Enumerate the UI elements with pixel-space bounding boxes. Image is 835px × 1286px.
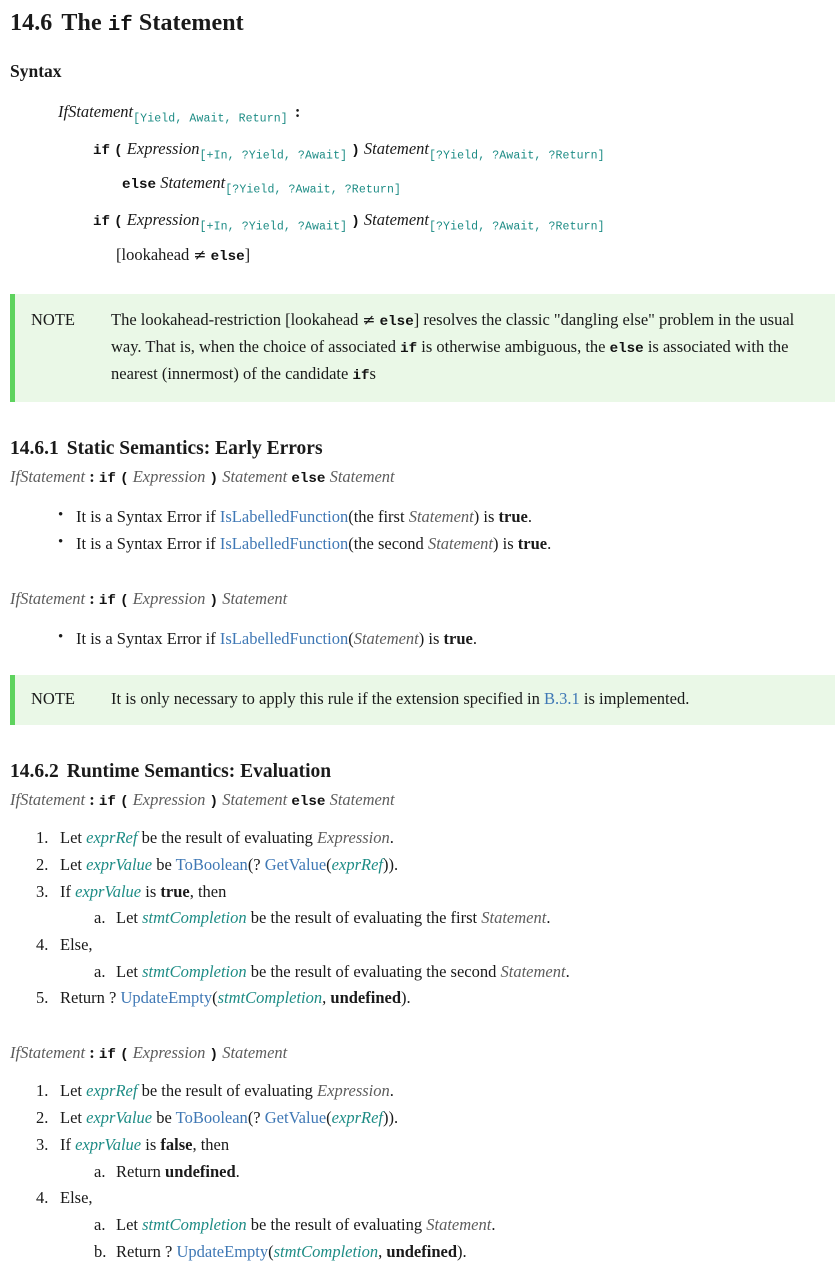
section-heading-14-6-2 [0,759,835,785]
production-colon: : [89,588,95,608]
production-rparen: ) [209,471,219,488]
nonterminal-ref: Expression [317,1081,390,1101]
step-paren-2: , [322,988,327,1008]
error-suffix: is [428,629,440,649]
step-marker: 5. [36,988,49,1008]
production-statement-1: Statement [222,789,288,809]
error-arg-open: ( [348,629,354,649]
nonterminal-ref: Statement [426,1215,492,1235]
note-line1-code: else [379,313,414,330]
algorithm-step [36,879,835,932]
substep-marker: a. [94,1161,106,1181]
step-text-1: Else, [60,1188,93,1208]
grammar-lhs [0,99,835,128]
error-period: . [547,534,552,554]
production-lhs: IfStatement [10,789,86,809]
list-item [58,626,835,653]
algorithm-substep [94,1159,835,1186]
variable-stmtcompletion: stmtCompletion [217,988,323,1008]
production-lparen: ( [120,1047,129,1064]
step-marker: 2. [36,854,49,874]
not-equal-icon-note: ≠ [362,310,376,329]
substep-text-3: . [491,1215,496,1235]
production-rparen: ) [209,1047,219,1064]
link-getvalue[interactable]: GetValue [264,1108,327,1128]
variable-stmtcompletion: stmtCompletion [142,908,247,928]
nonterminal-expression: Expression [126,138,200,158]
terminal-lparen: ( [114,142,123,159]
production-lparen: ( [120,592,129,609]
grammar-block [0,83,835,272]
substep-paren-2: , [378,1241,383,1261]
section-heading-14-6-1 [0,436,835,462]
production-statement-2: Statement [329,467,395,487]
production-rparen: ) [209,592,219,609]
error-arg-open: (the second [348,534,424,554]
production-statement-2: Statement [329,789,395,809]
variable-exprref: exprRef [86,1081,138,1101]
algorithm-substeps [60,959,835,986]
variable-exprref: exprRef [331,1108,383,1128]
algorithm-step [36,1132,835,1185]
heading-text-before: The [61,10,102,36]
section-number: 14.6 [10,10,53,36]
grammar-colon: : [294,101,301,121]
note-label: NOTE [31,688,75,708]
statement-params: [?Yield, ?Await, ?Return] [428,149,605,163]
substep-text-3: . [546,908,551,928]
production-if: if [98,1047,116,1064]
variable-exprref: exprRef [86,828,138,848]
heading-text-after: Statement [138,10,244,36]
algorithm-substep [94,1239,835,1266]
step-marker: 4. [36,1188,49,1208]
list-item [58,531,835,558]
literal-undefined: undefined [386,1241,458,1261]
production-expression: Expression [132,789,206,809]
step-paren-1: ( [212,988,218,1008]
note-line1-b: ] resolves the classic "dangling else" [413,309,655,329]
substep-paren-1: ( [268,1241,274,1261]
terminal-rparen-2: ) [351,213,360,230]
step-text-1: If [60,881,71,901]
link-islabelledfunction[interactable]: IsLabelledFunction [219,629,349,649]
substep-text-3: . [235,1161,240,1181]
substep-marker: a. [94,1215,106,1235]
production-expression: Expression [132,467,206,487]
substep-text-1: Let [116,1215,138,1235]
step-text-3: , then [189,881,227,901]
step-text-3: . [389,828,394,848]
substep-text-2: be the result of evaluating the second [250,961,497,981]
algorithm-step [36,825,835,852]
literal-false: false [160,1134,193,1154]
error-period: . [527,507,532,527]
step-text-3: , then [192,1134,230,1154]
variable-exprvalue: exprValue [86,1108,153,1128]
grammar-production-1-line-1 [0,128,835,165]
link-getvalue[interactable]: GetValue [264,854,327,874]
note-block-b31 [10,675,835,725]
note-line2-a: problem in the usual way. That is, when the choice of associated [111,309,795,356]
section-title-14-6-1: Static Semantics: Early Errors [66,437,323,459]
production-lparen: ( [120,793,129,810]
spacer [0,725,835,759]
note-line3-c: s [369,363,376,383]
step-paren-3: )). [382,854,399,874]
step-paren-2: ( [326,854,332,874]
grammar-production-2-line-1 [0,199,835,236]
variable-exprvalue: exprValue [75,1134,142,1154]
step-marker: 2. [36,1108,49,1128]
note-line2-b: is otherwise [421,336,501,356]
syntax-heading: Syntax [10,60,62,81]
substep-text-1: Let [116,908,138,928]
early-errors-list-1 [0,504,835,557]
production-colon: : [89,789,95,809]
section-number-14-6-1: 14.6.1 [10,437,59,459]
nonterminal-statement-2: Statement [363,209,429,229]
not-equal-icon: ≠ [193,245,207,264]
algorithm-substep [94,905,835,932]
step-paren-3: ). [401,988,411,1008]
else-statement-params: [?Yield, ?Await, ?Return] [225,183,401,197]
terminal-else: else [122,177,157,194]
step-marker: 4. [36,935,49,954]
spacer [0,558,835,584]
note-line3-b: is associated with the nearest (innermost) of the candidate [111,336,789,383]
expression-params: [+In, ?Yield, ?Await] [199,149,348,163]
production-1462-2 [0,1038,835,1066]
nonterminal-ref: Expression [317,828,390,848]
error-prefix: It is a Syntax Error if [76,507,216,527]
note-line3-a: ambiguous, the [504,336,606,356]
production-if: if [98,471,116,488]
step-text-1: Let [60,1081,82,1101]
step-paren-1: (? [247,854,261,874]
error-prefix: It is a Syntax Error if [76,629,216,649]
nonterminal-ref: Statement [481,908,547,928]
nonterminal-expression-2: Expression [126,209,200,229]
early-errors-list-2 [0,626,835,653]
substep-text-2: be the result of evaluating the first [250,908,478,928]
production-statement-1: Statement [222,588,288,608]
algorithm-step [36,1078,835,1105]
algorithm-step [36,932,835,985]
lookahead-open: [lookahead [116,244,190,264]
production-colon: : [89,1043,95,1063]
variable-stmtcompletion: stmtCompletion [142,1215,247,1235]
note-line3-code2: if [352,367,370,384]
error-arg-close: ) [418,629,425,649]
error-arg-nonterminal: Statement [427,534,494,554]
algorithm-substep [94,959,835,986]
step-text-3: . [389,1081,394,1101]
production-1462-1 [0,785,835,813]
algorithm-substeps [60,1212,835,1265]
substep-text-1: Let [116,961,138,981]
substep-text-3: . [565,961,570,981]
substep-paren-3: ). [457,1241,467,1261]
production-else: else [291,471,326,488]
error-value: true [517,534,548,554]
error-arg-open: (the first [348,507,405,527]
variable-stmtcompletion: stmtCompletion [273,1241,379,1261]
link-toboolean[interactable]: ToBoolean [175,854,248,874]
grammar-lhs-params: [Yield, Await, Return] [133,111,288,125]
variable-exprvalue: exprValue [75,881,142,901]
link-toboolean[interactable]: ToBoolean [175,1108,248,1128]
variable-stmtcompletion: stmtCompletion [142,961,247,981]
production-else: else [291,793,326,810]
step-text-2: be [156,854,172,874]
error-value: true [443,629,473,649]
terminal-lparen-2: ( [114,213,123,230]
algorithm-substep [94,1212,835,1239]
spacer [0,402,835,436]
error-value: true [498,507,528,527]
algorithm-step [36,985,835,1012]
substep-text-1: Return ? [116,1241,173,1261]
section-title-14-6-2: Runtime Semantics: Evaluation [66,760,332,782]
step-text-2: be the result of evaluating [141,828,313,848]
page-title [0,0,835,40]
production-1461-1 [0,462,835,490]
spacer [0,1012,835,1038]
link-islabelledfunction[interactable]: IsLabelledFunction [219,507,349,527]
grammar-lookahead-restriction [0,236,835,268]
terminal-if: if [93,142,111,159]
variable-exprvalue: exprValue [86,854,153,874]
step-marker: 3. [36,1134,49,1154]
error-suffix: is [502,534,514,554]
step-text-1: Return ? [60,988,117,1008]
list-item [58,504,835,531]
substep-text-2: be the result of evaluating [250,1215,423,1235]
note-line2-code: if [400,340,418,357]
nonterminal-else-statement: Statement [160,173,226,193]
algorithm-steps-1 [0,825,835,1012]
literal-undefined: undefined [330,988,402,1008]
expression-params-2: [+In, ?Yield, ?Await] [199,220,348,234]
error-prefix: It is a Syntax Error if [76,534,216,554]
production-1461-2 [0,584,835,612]
production-if: if [98,793,116,810]
step-marker: 1. [36,1081,49,1101]
nonterminal-ifstatement: IfStatement [58,101,134,121]
note-line3-code: else [609,340,644,357]
step-text-1: Let [60,828,82,848]
production-expression: Expression [132,1043,206,1063]
note-body [111,686,821,713]
step-text-1: If [60,1134,71,1154]
link-updateempty[interactable]: UpdateEmpty [120,988,213,1008]
substep-marker: b. [94,1241,107,1261]
substep-marker: a. [94,908,106,928]
note-line1-a: The lookahead-restriction [lookahead [111,309,359,329]
error-arg-close: ) [493,534,499,554]
step-text-2: is [145,881,157,901]
note-text-a: It is only necessary to apply this rule if the extension specified in [111,688,540,708]
error-arg-close: ) [473,507,480,527]
production-lhs: IfStatement [10,467,86,487]
algorithm-step [36,852,835,879]
lookahead-token: else [210,248,245,265]
production-colon: : [89,467,95,487]
algorithm-steps-2 [0,1078,835,1265]
step-paren-3: )). [382,1108,399,1128]
note-label: NOTE [31,309,75,329]
terminal-rparen: ) [351,142,360,159]
production-if: if [98,592,116,609]
error-arg-nonterminal: Statement [353,629,419,649]
step-paren-1: (? [247,1108,261,1128]
link-islabelledfunction[interactable]: IsLabelledFunction [219,534,349,554]
production-expression: Expression [132,588,206,608]
step-text-1: Let [60,854,82,874]
step-text-2: is [145,1134,157,1154]
link-updateempty[interactable]: UpdateEmpty [176,1241,269,1261]
substep-text-1: Return [116,1161,161,1181]
production-lhs: IfStatement [10,1043,86,1063]
literal-undefined: undefined [165,1161,236,1181]
note-body [111,307,821,388]
production-statement-1: Statement [222,467,288,487]
step-paren-2: ( [326,1108,332,1128]
section-number-14-6-2: 14.6.2 [10,760,59,782]
step-marker: 1. [36,828,49,848]
link-b31[interactable]: B.3.1 [544,688,580,708]
terminal-if-2: if [93,213,111,230]
error-arg-nonterminal: Statement [408,507,474,527]
grammar-production-1-line-2 [0,164,835,199]
nonterminal-ref: Statement [500,961,566,981]
algorithm-substeps [60,1159,835,1186]
step-text-2: be the result of evaluating [141,1081,313,1101]
step-text-1: Else, [60,935,93,954]
substep-marker: a. [94,961,106,981]
lookahead-close: ] [244,244,251,264]
error-period: . [472,629,477,649]
algorithm-substeps [60,905,835,932]
production-rparen: ) [209,793,219,810]
production-lparen: ( [120,471,129,488]
note-text-b: is implemented. [583,688,690,708]
production-lhs: IfStatement [10,588,86,608]
step-text-1: Let [60,1108,82,1128]
nonterminal-statement: Statement [363,138,429,158]
statement-params-2: [?Yield, ?Await, ?Return] [428,220,605,234]
variable-exprref: exprRef [331,854,383,874]
heading-keyword: if [107,14,133,37]
step-marker: 3. [36,881,49,901]
error-suffix: is [483,507,495,527]
production-statement-1: Statement [222,1043,288,1063]
algorithm-step [36,1105,835,1132]
note-block-dangling-else [10,294,835,402]
literal-true: true [160,881,190,901]
algorithm-step [36,1185,835,1265]
step-text-2: be [156,1108,172,1128]
